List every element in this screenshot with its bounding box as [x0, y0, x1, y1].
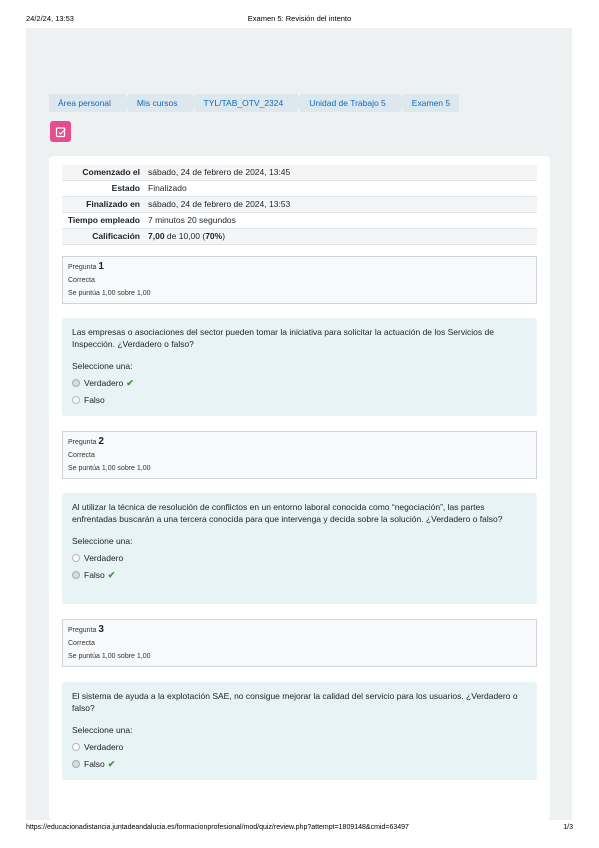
- answer-option[interactable]: [72, 569, 527, 581]
- print-title: Examen 5: Revisión del intento: [247, 14, 352, 23]
- question-state: Correcta: [68, 277, 95, 284]
- question-number-value: 3: [98, 624, 104, 635]
- quiz-edit-icon: [50, 121, 71, 142]
- summary-value: 7 minutos 20 segundos: [148, 215, 236, 225]
- summary-label: Comenzado el: [82, 167, 140, 177]
- summary-label: Tiempo empleado: [67, 215, 140, 225]
- answer-label: Verdadero: [84, 553, 124, 563]
- question-number: [68, 624, 531, 637]
- correct-check-icon: ✔: [107, 759, 116, 769]
- question-grade: Se puntúa 1,00 sobre 1,00: [68, 465, 151, 472]
- summary-row-finished: [62, 197, 537, 213]
- summary-row-grade: [62, 229, 537, 245]
- question-number: [68, 436, 531, 449]
- summary-value: Finalizado: [148, 183, 187, 193]
- summary-value: sábado, 24 de febrero de 2024, 13:45: [148, 167, 291, 177]
- question-label: Pregunta: [68, 627, 97, 634]
- question-grade: Se puntúa 1,00 sobre 1,00: [68, 653, 151, 660]
- question-info-3: [62, 619, 537, 667]
- breadcrumb-item-course[interactable]: TYL/TAB_OTV_2324: [195, 94, 298, 112]
- correct-check-icon: ✔: [126, 378, 134, 388]
- answer-label: Verdadero: [84, 742, 124, 752]
- breadcrumb: [49, 94, 459, 112]
- answer-option[interactable]: [72, 741, 527, 753]
- summary-label: Estado: [111, 183, 140, 193]
- radio-selected-icon[interactable]: [72, 760, 80, 768]
- breadcrumb-item-mis-cursos[interactable]: Mis cursos: [128, 94, 192, 112]
- summary-value: [144, 229, 537, 245]
- answer-prompt: Seleccione una:: [72, 725, 133, 735]
- print-footer: [0, 824, 599, 836]
- breadcrumb-item-exam[interactable]: Examen 5: [403, 94, 459, 112]
- radio-selected-icon[interactable]: [72, 571, 80, 579]
- print-header: [0, 14, 599, 26]
- question-content-3: [62, 682, 537, 780]
- question-label: Pregunta: [68, 264, 97, 271]
- breadcrumb-item-area-personal[interactable]: Área personal: [49, 94, 125, 112]
- summary-label: Finalizado en: [86, 199, 140, 209]
- answer-label: Falso: [84, 759, 105, 769]
- correct-check-icon: ✔: [107, 570, 116, 580]
- radio-selected-icon[interactable]: [72, 379, 80, 387]
- grade-close: ): [222, 231, 226, 241]
- answer-label: Falso: [84, 395, 105, 405]
- question-text: El sistema de ayuda a la explotación SAE, no consigue mejorar la calidad del servicio para los usuarios. ¿Verdadero o falso?: [72, 691, 518, 713]
- print-page-number: 1/3: [563, 824, 573, 831]
- question-info-1: [62, 256, 537, 304]
- answer-option[interactable]: [72, 552, 527, 564]
- summary-label: Calificación: [92, 231, 140, 241]
- summary-row-time: [62, 213, 537, 229]
- radio-unselected-icon[interactable]: [72, 743, 80, 751]
- question-state: Correcta: [68, 640, 95, 647]
- answer-prompt: Seleccione una:: [72, 361, 133, 371]
- breadcrumb-item-unit[interactable]: Unidad de Trabajo 5: [300, 94, 400, 112]
- radio-unselected-icon[interactable]: [72, 396, 80, 404]
- answer-prompt: Seleccione una:: [72, 536, 133, 546]
- attempt-summary-table: [62, 165, 537, 245]
- question-text: Las empresas o asociaciones del sector pueden tomar la iniciativa para solicitar la actuación de los Servicios de Inspección. ¿Verdadero o falso?: [72, 327, 494, 349]
- question-label: Pregunta: [68, 439, 97, 446]
- answer-option[interactable]: [72, 394, 527, 406]
- answer-option[interactable]: [72, 758, 527, 770]
- radio-unselected-icon[interactable]: [72, 554, 80, 562]
- summary-row-state: [62, 181, 537, 197]
- answer-label: Verdadero: [84, 378, 124, 388]
- question-text: Al utilizar la técnica de resolución de conflictos en un entorno laboral conocida como “negociación”, las partes enfrentadas buscarán a una tercera conocida para que intervenga y decida sobre la solución. ¿Verdadero o falso?: [72, 502, 503, 524]
- answer-label: Falso: [84, 570, 105, 580]
- grade-percent: 70%: [205, 231, 223, 241]
- question-number-value: 1: [98, 261, 104, 272]
- print-date: 24/2/24, 13:53: [26, 14, 74, 23]
- summary-row-started: [62, 165, 537, 181]
- question-number-value: 2: [98, 436, 104, 447]
- answer-option[interactable]: [72, 377, 527, 389]
- print-url: https://educacionadistancia.juntadeandalucia.es/formacionprofesional/mod/quiz/review.php?attempt=1809148&cmid=63497: [26, 824, 409, 831]
- question-grade: Se puntúa 1,00 sobre 1,00: [68, 290, 151, 297]
- question-content-2: [62, 493, 537, 604]
- question-number: [68, 261, 531, 274]
- question-content-1: [62, 318, 537, 416]
- grade-value: 7,00: [148, 231, 165, 241]
- question-state: Correcta: [68, 452, 95, 459]
- summary-value: sábado, 24 de febrero de 2024, 13:53: [148, 199, 291, 209]
- question-info-2: [62, 431, 537, 479]
- grade-out-of: de 10,00 (: [164, 231, 206, 241]
